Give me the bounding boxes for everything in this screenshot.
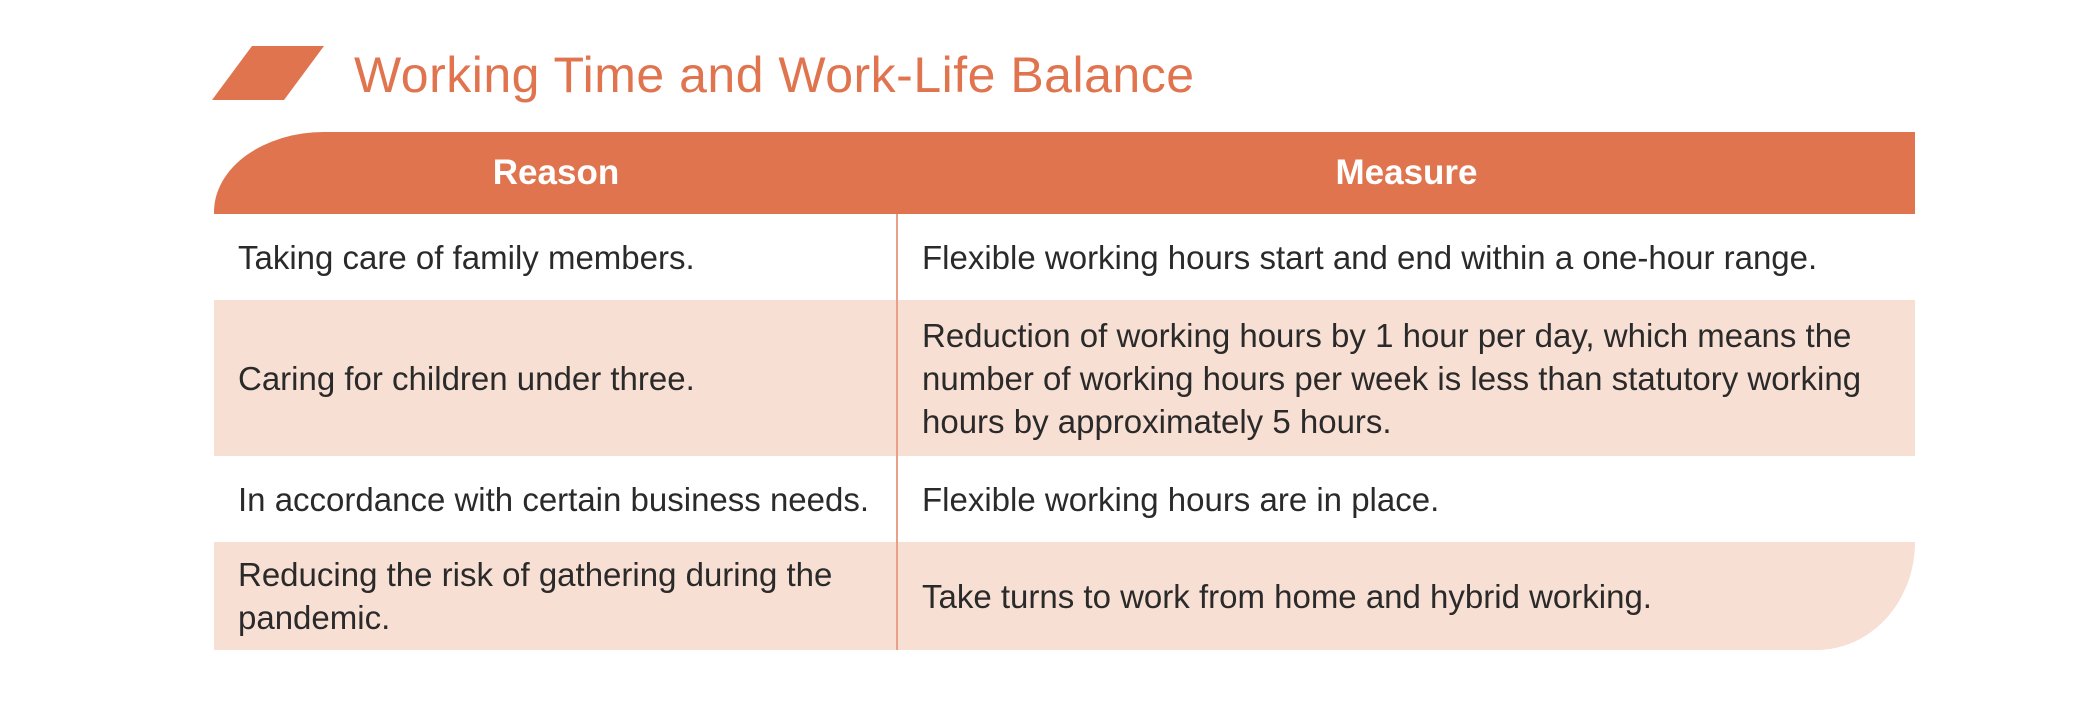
- parallelogram-icon: [212, 46, 324, 100]
- measure-cell: [898, 542, 1915, 650]
- table-header: [214, 132, 1915, 214]
- measure-cell: [898, 300, 1915, 456]
- reason-cell: [214, 542, 898, 650]
- measure-text: Flexible working hours start and end within a one-hour range.: [922, 238, 1818, 276]
- page-title: Working Time and Work-Life Balance: [354, 47, 1195, 103]
- measure-text: Flexible working hours are in place.: [922, 480, 1440, 518]
- measure-cell: [898, 214, 1915, 300]
- measure-text: Reduction of working hours by 1 hour per day, which means the number of working hours per week is less than statutory working hours by approximately 5 hours.: [922, 316, 1862, 440]
- measure-cell: [898, 456, 1915, 542]
- reason-text: Taking care of family members.: [238, 238, 695, 276]
- table-row: [214, 456, 1915, 542]
- reason-measure-table: [214, 132, 1915, 650]
- reason-text: Reducing the risk of gathering during the pandemic.: [238, 556, 833, 636]
- table-row: [214, 214, 1915, 300]
- reason-cell: [214, 214, 898, 300]
- reason-text: Caring for children under three.: [238, 359, 695, 397]
- reason-cell: [214, 300, 898, 456]
- table-row: [214, 542, 1915, 650]
- reason-text: In accordance with certain business needs.: [238, 480, 870, 518]
- column-header-reason: Reason: [492, 153, 620, 192]
- reason-cell: [214, 456, 898, 542]
- measure-text: Take turns to work from home and hybrid working.: [922, 577, 1652, 615]
- column-header-measure: Measure: [1335, 153, 1478, 192]
- table-row: [214, 300, 1915, 456]
